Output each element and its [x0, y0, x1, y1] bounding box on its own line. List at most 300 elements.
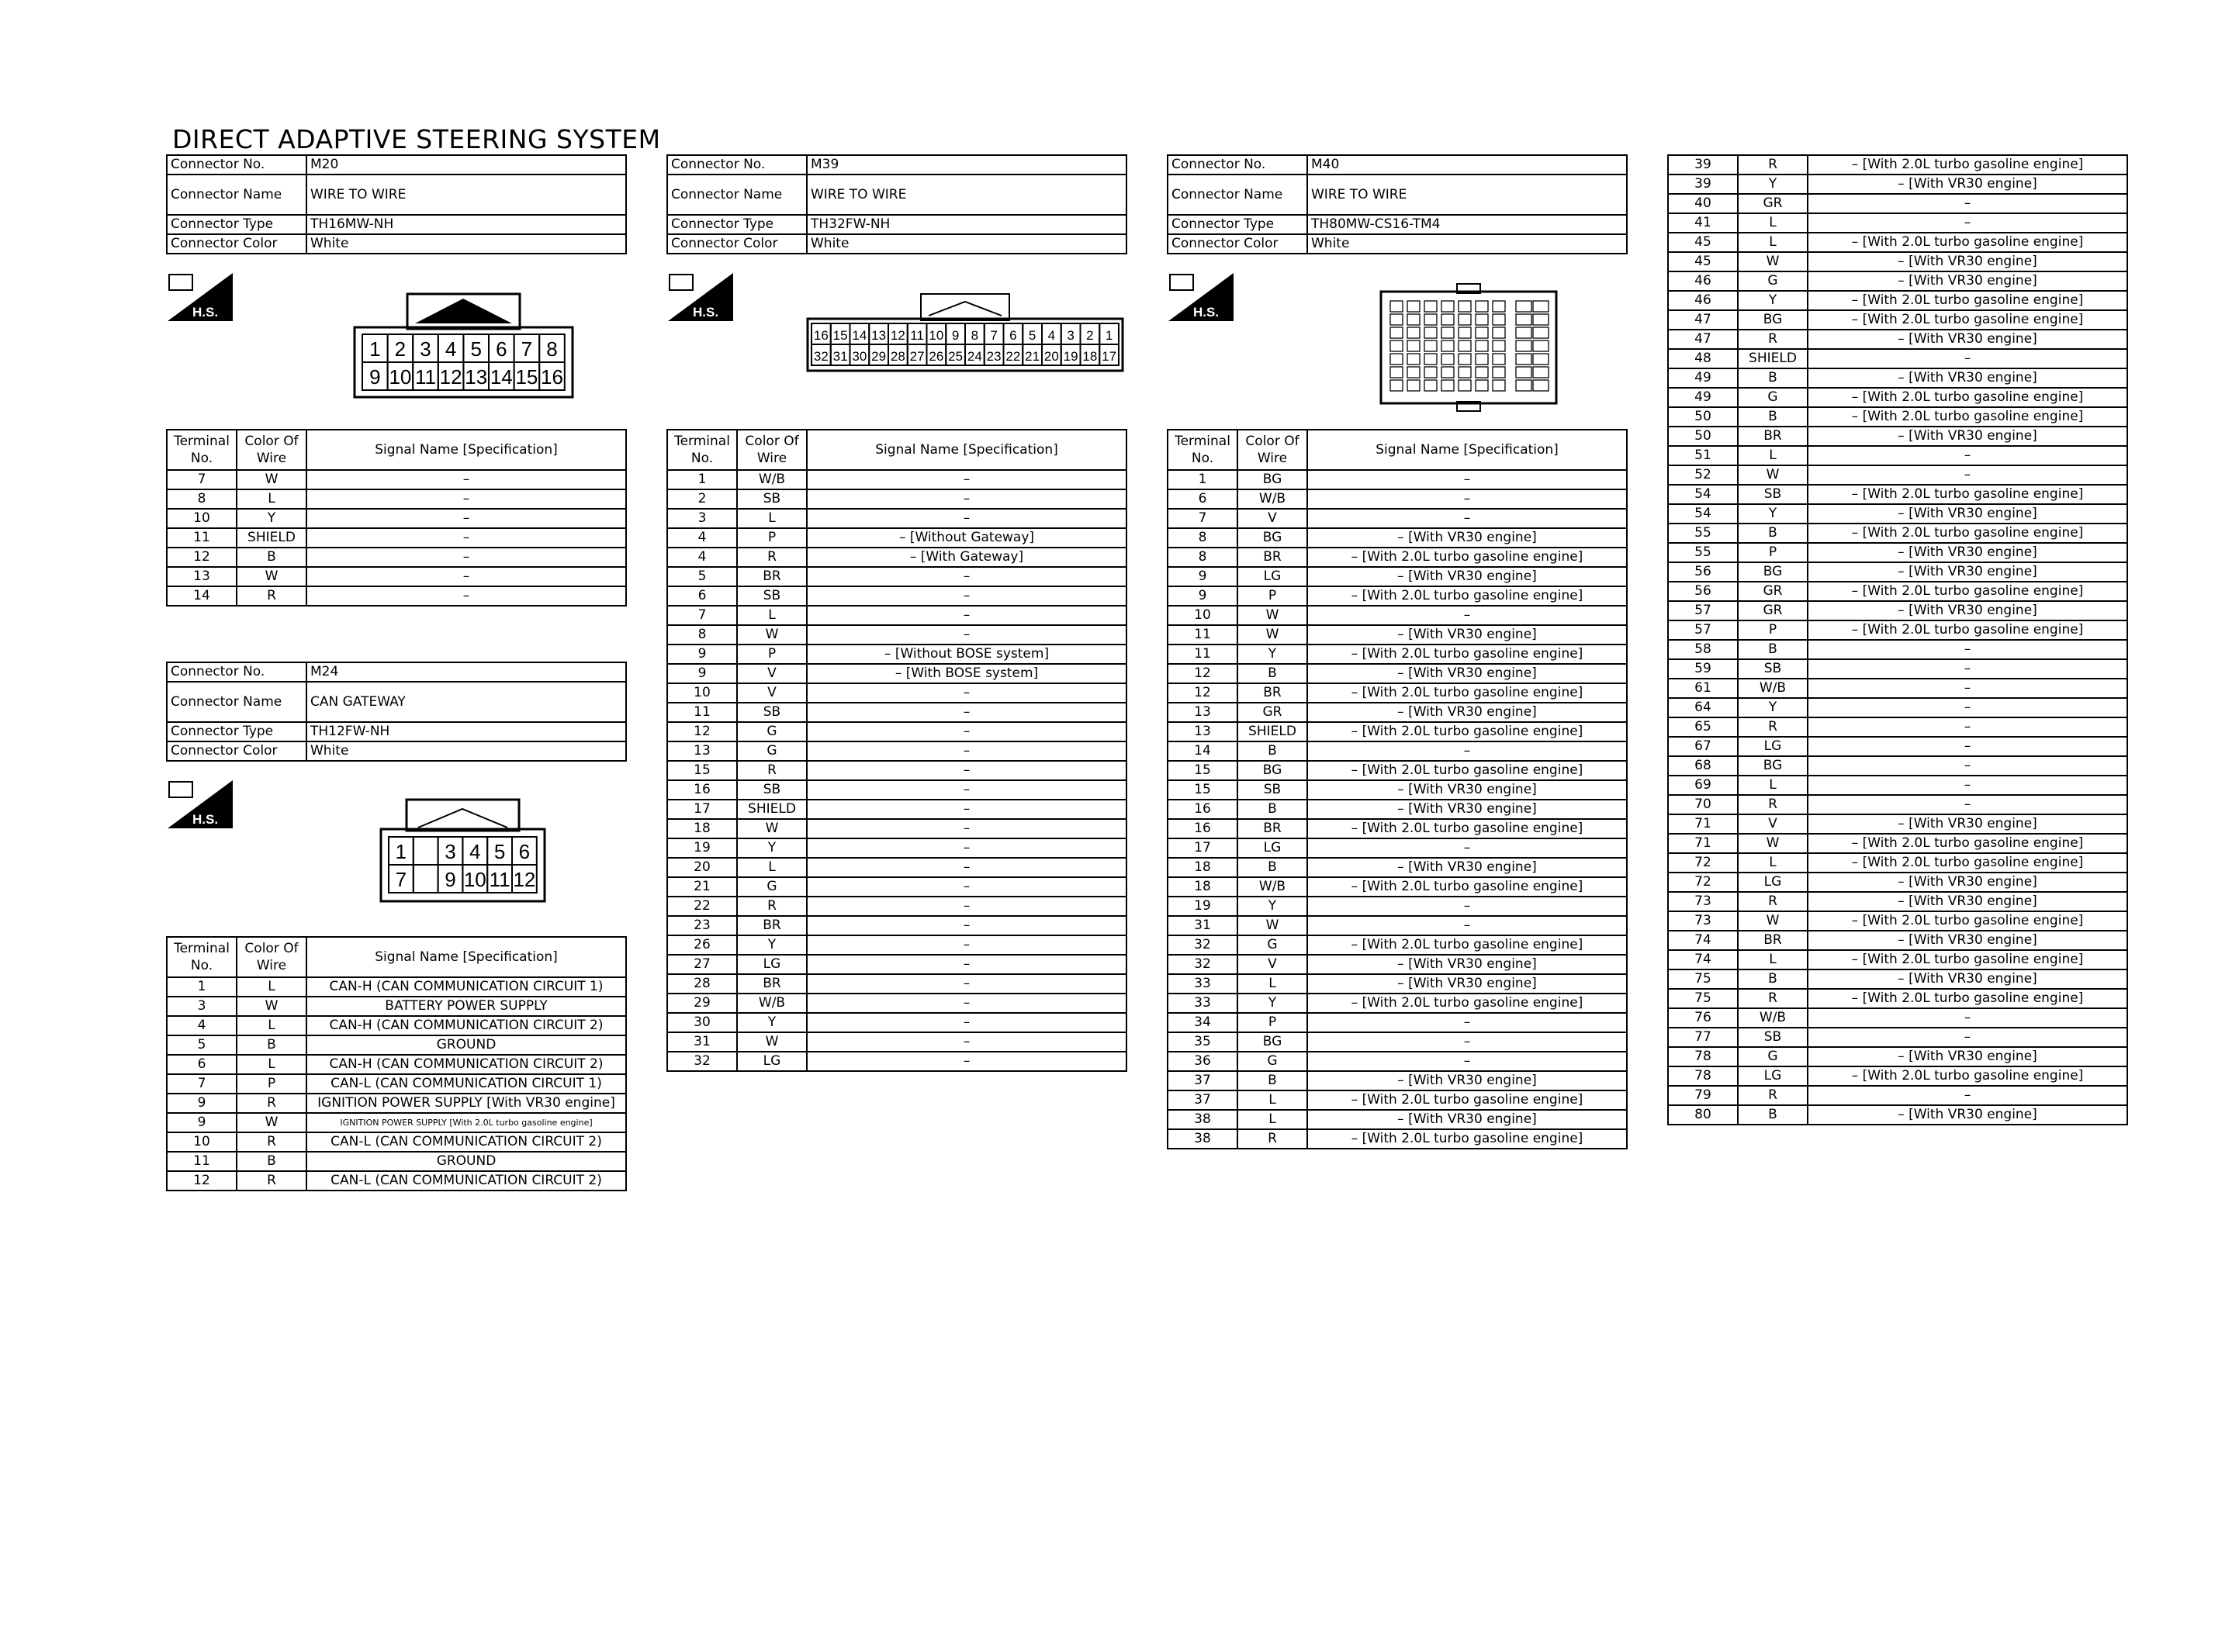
header-color-of-wire: Color Of Wire: [237, 937, 306, 977]
pin-cavity: [1516, 380, 1531, 391]
pin-cavity: [1459, 301, 1471, 312]
terminal-table-m24: [166, 936, 627, 1191]
table-row: [1668, 737, 2127, 756]
pin-number: 4: [445, 337, 457, 361]
terminal-no-cell: 68: [1668, 756, 1738, 776]
connector-color-value: White: [306, 234, 626, 254]
terminal-no-cell: 6: [167, 1055, 237, 1074]
table-row: [1668, 1066, 2127, 1086]
signal-name-cell: –: [306, 586, 626, 606]
table-row: [1668, 446, 2127, 465]
signal-name-cell: –: [306, 509, 626, 528]
connector-diagram-m20: [353, 292, 574, 399]
signal-name-cell: – [With VR30 engine]: [1307, 780, 1627, 800]
signal-name-cell: – [With VR30 engine]: [1307, 703, 1627, 722]
table-row: [1168, 683, 1627, 703]
terminal-no-cell: 57: [1668, 620, 1738, 640]
pin-number: 8: [546, 337, 558, 361]
wire-color-cell: P: [1738, 543, 1808, 562]
connector-type-value: TH16MW-NH: [306, 215, 626, 234]
signal-name-cell: –: [1808, 465, 2127, 485]
table-row: [1668, 1105, 2127, 1125]
wire-color-cell: SB: [1237, 780, 1307, 800]
label-connector-name: Connector Name: [667, 175, 807, 215]
pin-cavity: [1424, 354, 1437, 365]
wire-color-cell: G: [1237, 1052, 1307, 1071]
wire-color-cell: V: [1237, 955, 1307, 974]
signal-name-cell: –: [807, 916, 1126, 935]
terminal-no-cell: 55: [1668, 524, 1738, 543]
pin-number: 15: [515, 365, 538, 389]
table-row: [167, 548, 626, 567]
signal-name-cell: CAN-L (CAN COMMUNICATION CIRCUIT 1): [306, 1074, 626, 1094]
wire-color-cell: Y: [1738, 698, 1808, 717]
terminal-no-cell: 49: [1668, 368, 1738, 388]
pin-cavity: [1441, 314, 1454, 325]
wire-color-cell: V: [737, 683, 807, 703]
terminal-no-cell: 57: [1668, 601, 1738, 620]
terminal-no-cell: 32: [667, 1052, 737, 1071]
pin-cavity: [1424, 380, 1437, 391]
wire-color-cell: R: [737, 761, 807, 780]
wire-color-cell: L: [1738, 213, 1808, 233]
wire-color-cell: L: [237, 977, 306, 997]
pin-number: 2: [1086, 328, 1094, 344]
table-row: [167, 997, 626, 1016]
signal-name-cell: –: [807, 838, 1126, 858]
pin-cavity: [1476, 301, 1488, 312]
wire-color-cell: R: [1738, 989, 1808, 1008]
pin-number: 29: [871, 349, 887, 365]
table-row: [167, 1132, 626, 1152]
table-row: [1168, 897, 1627, 916]
pin-number: 10: [389, 365, 412, 389]
table-row: [667, 974, 1126, 994]
signal-name-cell: – [With VR30 engine]: [1808, 368, 2127, 388]
table-row: [1168, 1013, 1627, 1032]
signal-name-cell: –: [1808, 1028, 2127, 1047]
terminal-no-cell: 11: [167, 528, 237, 548]
signal-name-cell: – [With 2.0L turbo gasoline engine]: [1808, 407, 2127, 427]
signal-name-cell: –: [807, 897, 1126, 916]
signal-name-cell: CAN-H (CAN COMMUNICATION CIRCUIT 1): [306, 977, 626, 997]
connector-info-m24: [166, 662, 627, 762]
table-row: [1668, 407, 2127, 427]
wire-color-cell: P: [1237, 586, 1307, 606]
terminal-no-cell: 78: [1668, 1047, 1738, 1066]
terminal-no-cell: 8: [167, 489, 237, 509]
pin-cavity: [1533, 314, 1549, 325]
terminal-table-m40-continued: [1667, 154, 2128, 1125]
wire-color-cell: G: [737, 741, 807, 761]
terminal-no-cell: 8: [1168, 528, 1237, 548]
wire-color-cell: R: [737, 548, 807, 567]
connector-diagram-m39: [806, 292, 1124, 372]
terminal-no-cell: 56: [1668, 582, 1738, 601]
pin-cavity: [1441, 340, 1454, 351]
signal-name-cell: –: [1808, 737, 2127, 756]
signal-name-cell: – [With VR30 engine]: [1808, 427, 2127, 446]
signal-name-cell: – [With VR30 engine]: [1808, 1105, 2127, 1125]
signal-name-cell: –: [807, 877, 1126, 897]
wire-color-cell: Y: [1237, 994, 1307, 1013]
pin-number: 20: [1043, 349, 1059, 365]
table-row: [1668, 465, 2127, 485]
terminal-no-cell: 45: [1668, 233, 1738, 252]
header-signal-name: Signal Name [Specification]: [306, 430, 626, 470]
terminal-no-cell: 27: [667, 955, 737, 974]
pin-number: 10: [463, 868, 486, 892]
table-row: [1668, 504, 2127, 524]
label-connector-type: Connector Type: [167, 215, 306, 234]
wire-color-cell: L: [1738, 446, 1808, 465]
table-row: [1668, 756, 2127, 776]
signal-name-cell: – [With VR30 engine]: [1808, 543, 2127, 562]
signal-name-cell: – [With 2.0L turbo gasoline engine]: [1307, 722, 1627, 741]
pin-number: 9: [445, 868, 456, 892]
pin-cavity: [1516, 367, 1531, 378]
signal-name-cell: –: [807, 994, 1126, 1013]
signal-name-cell: –: [807, 761, 1126, 780]
pin-number: 13: [871, 328, 887, 344]
terminal-no-cell: 18: [1168, 858, 1237, 877]
pin-cavity: [1459, 380, 1471, 391]
pin-number: 31: [832, 349, 848, 365]
header-terminal-no: Terminal No.: [1168, 430, 1237, 470]
terminal-no-cell: 10: [1168, 606, 1237, 625]
wire-color-cell: BR: [737, 567, 807, 586]
terminal-no-cell: 12: [1168, 683, 1237, 703]
connector-name-value: WIRE TO WIRE: [1307, 175, 1627, 215]
table-row: [667, 703, 1126, 722]
signal-name-cell: –: [1808, 1008, 2127, 1028]
connector-no-value: M39: [807, 155, 1126, 175]
table-row: [1668, 931, 2127, 950]
table-row: [667, 994, 1126, 1013]
signal-name-cell: –: [807, 606, 1126, 625]
terminal-no-cell: 14: [167, 586, 237, 606]
terminal-no-cell: 79: [1668, 1086, 1738, 1105]
table-row: [1168, 741, 1627, 761]
terminal-no-cell: 38: [1168, 1129, 1237, 1149]
signal-name-cell: –: [1307, 489, 1627, 509]
pin-cavity: [1493, 327, 1505, 338]
connector-no-value: M40: [1307, 155, 1627, 175]
pin-number: 15: [832, 328, 848, 344]
signal-name-cell: – [With VR30 engine]: [1808, 562, 2127, 582]
table-row: [667, 858, 1126, 877]
signal-name-cell: – [With 2.0L turbo gasoline engine]: [1307, 645, 1627, 664]
signal-name-cell: – [With VR30 engine]: [1808, 330, 2127, 349]
terminal-no-cell: 32: [1168, 935, 1237, 955]
terminal-no-cell: 9: [1168, 567, 1237, 586]
terminal-no-cell: 51: [1668, 446, 1738, 465]
wire-color-cell: W/B: [1738, 1008, 1808, 1028]
signal-name-cell: – [With 2.0L turbo gasoline engine]: [1307, 1090, 1627, 1110]
signal-name-cell: – [With VR30 engine]: [1808, 873, 2127, 892]
signal-name-cell: CAN-H (CAN COMMUNICATION CIRCUIT 2): [306, 1016, 626, 1035]
table-row: [1668, 194, 2127, 213]
pin-number: 16: [813, 328, 829, 344]
connector-no-value: M24: [306, 662, 626, 682]
header-terminal-no: Terminal No.: [167, 937, 237, 977]
signal-name-cell: –: [807, 1032, 1126, 1052]
signal-name-cell: –: [807, 683, 1126, 703]
wire-color-cell: BR: [737, 916, 807, 935]
terminal-no-cell: 19: [1168, 897, 1237, 916]
signal-name-cell: – [With 2.0L turbo gasoline engine]: [1808, 291, 2127, 310]
terminal-no-cell: 78: [1668, 1066, 1738, 1086]
pin-cavity: [1424, 367, 1437, 378]
terminal-no-cell: 7: [667, 606, 737, 625]
wire-color-cell: BR: [1738, 427, 1808, 446]
pin-number: 3: [1067, 328, 1075, 344]
pin-cavity: [1533, 327, 1549, 338]
label-connector-color: Connector Color: [167, 234, 306, 254]
pin-cavity: [1533, 340, 1549, 351]
connector-color-value: White: [306, 741, 626, 761]
signal-name-cell: – [With VR30 engine]: [1808, 271, 2127, 291]
signal-name-cell: –: [1307, 838, 1627, 858]
pin-number: 14: [852, 328, 867, 344]
table-row: [167, 1035, 626, 1055]
wire-color-cell: V: [1237, 509, 1307, 528]
terminal-no-cell: 3: [167, 997, 237, 1016]
signal-name-cell: –: [807, 489, 1126, 509]
table-row: [1668, 485, 2127, 504]
table-row: [1168, 819, 1627, 838]
wire-color-cell: GR: [1738, 601, 1808, 620]
header-color-of-wire: Color Of Wire: [737, 430, 807, 470]
signal-name-cell: –: [807, 470, 1126, 489]
pin-cavity: [1476, 314, 1488, 325]
wire-color-cell: BG: [1738, 562, 1808, 582]
wire-color-cell: LG: [737, 955, 807, 974]
terminal-no-cell: 13: [1168, 722, 1237, 741]
terminal-rows-m39: [667, 470, 1126, 1071]
pin-number: 10: [929, 328, 944, 344]
wire-color-cell: W: [737, 1032, 807, 1052]
wire-color-cell: SHIELD: [1738, 349, 1808, 368]
wire-color-cell: SHIELD: [1237, 722, 1307, 741]
terminal-no-cell: 67: [1668, 737, 1738, 756]
connector-type-value: TH32FW-NH: [807, 215, 1126, 234]
pin-cavity: [1407, 367, 1420, 378]
wire-color-cell: B: [237, 1152, 306, 1171]
column-m39: [666, 154, 1127, 254]
pin-cavity: [1493, 354, 1505, 365]
signal-name-cell: – [With 2.0L turbo gasoline engine]: [1307, 1129, 1627, 1149]
connector-no-value: M20: [306, 155, 626, 175]
terminal-no-cell: 7: [167, 1074, 237, 1094]
terminal-table-m39: [666, 429, 1127, 1072]
pin-cavity: [1390, 301, 1403, 312]
pin-cavity: [1407, 340, 1420, 351]
pin-cavity: [1424, 301, 1437, 312]
pin-number: 32: [813, 349, 829, 365]
terminal-no-cell: 10: [667, 683, 737, 703]
table-row: [667, 935, 1126, 955]
terminal-no-cell: 32: [1168, 955, 1237, 974]
terminal-no-cell: 11: [167, 1152, 237, 1171]
signal-name-cell: – [Without BOSE system]: [807, 645, 1126, 664]
wire-color-cell: BR: [1237, 819, 1307, 838]
wire-color-cell: G: [1738, 271, 1808, 291]
signal-name-cell: –: [1307, 1052, 1627, 1071]
table-row: [667, 664, 1126, 683]
wire-color-cell: R: [1738, 330, 1808, 349]
pin-number: 30: [852, 349, 867, 365]
pin-cavity: [1516, 340, 1531, 351]
pin-number: 23: [986, 349, 1002, 365]
signal-name-cell: –: [1307, 1032, 1627, 1052]
signal-name-cell: – [With VR30 engine]: [1808, 969, 2127, 989]
terminal-no-cell: 77: [1668, 1028, 1738, 1047]
terminal-no-cell: 16: [667, 780, 737, 800]
label-connector-name: Connector Name: [1168, 175, 1307, 215]
pin-number: 2: [394, 337, 407, 361]
signal-name-cell: CAN-L (CAN COMMUNICATION CIRCUIT 2): [306, 1132, 626, 1152]
wire-color-cell: G: [1738, 1047, 1808, 1066]
wire-color-cell: SB: [737, 780, 807, 800]
signal-name-cell: –: [807, 1013, 1126, 1032]
signal-name-cell: –: [807, 509, 1126, 528]
connector-pins-m20: [362, 334, 565, 390]
terminal-no-cell: 19: [667, 838, 737, 858]
table-row: [1168, 489, 1627, 509]
table-row: [167, 1055, 626, 1074]
table-row: [1668, 620, 2127, 640]
header-signal-name: Signal Name [Specification]: [306, 937, 626, 977]
pin-cavity: [1441, 354, 1454, 365]
terminal-no-cell: 13: [667, 741, 737, 761]
terminal-no-cell: 5: [167, 1035, 237, 1055]
terminal-rows-m20: [167, 470, 626, 606]
pin-cavity: [1476, 367, 1488, 378]
table-row: [167, 567, 626, 586]
table-row: [1668, 1028, 2127, 1047]
signal-name-cell: – [With 2.0L turbo gasoline engine]: [1307, 935, 1627, 955]
table-row: [1668, 252, 2127, 271]
header-terminal-no: Terminal No.: [667, 430, 737, 470]
signal-name-cell: – [With 2.0L turbo gasoline engine]: [1808, 310, 2127, 330]
connector-pins-m24: [389, 837, 537, 893]
table-row: [1668, 524, 2127, 543]
wire-color-cell: B: [1237, 1071, 1307, 1090]
pin-cavity: [1476, 340, 1488, 351]
wire-color-cell: R: [237, 1132, 306, 1152]
terminal-no-cell: 76: [1668, 1008, 1738, 1028]
terminal-no-cell: 64: [1668, 698, 1738, 717]
table-row: [1168, 586, 1627, 606]
table-row: [1168, 664, 1627, 683]
pin-number: 21: [1025, 349, 1040, 365]
terminal-table-m40-wrap: [1167, 429, 1628, 1149]
pin-number: 3: [420, 337, 431, 361]
pin-cavity: [1459, 367, 1471, 378]
terminal-no-cell: 3: [667, 509, 737, 528]
terminal-no-cell: 50: [1668, 407, 1738, 427]
pin-number: 3: [445, 840, 456, 864]
terminal-no-cell: 58: [1668, 640, 1738, 659]
wire-color-cell: W: [1738, 834, 1808, 853]
table-row: [1168, 703, 1627, 722]
table-row: [1668, 834, 2127, 853]
label-connector-color: Connector Color: [167, 741, 306, 761]
harness-side-icon: [168, 273, 233, 321]
table-row: [1668, 969, 2127, 989]
terminal-no-cell: 10: [167, 509, 237, 528]
pin-number: 28: [890, 349, 905, 365]
signal-name-cell: –: [306, 528, 626, 548]
connector-diagram-m40: [1379, 282, 1558, 413]
table-row: [1168, 567, 1627, 586]
terminal-no-cell: 4: [667, 548, 737, 567]
signal-name-cell: – [With VR30 engine]: [1307, 800, 1627, 819]
wire-color-cell: SB: [1738, 659, 1808, 679]
pin-cavity: [1516, 354, 1531, 365]
table-row: [1668, 271, 2127, 291]
table-row: [1168, 1071, 1627, 1090]
table-row: [667, 548, 1126, 567]
signal-name-cell: –: [807, 974, 1126, 994]
wire-color-cell: L: [1738, 233, 1808, 252]
terminal-no-cell: 52: [1668, 465, 1738, 485]
signal-name-cell: –: [306, 470, 626, 489]
table-row: [1668, 601, 2127, 620]
table-row: [1168, 994, 1627, 1013]
connector-info-m39: [666, 154, 1127, 254]
table-row: [667, 955, 1126, 974]
signal-name-cell: – [With 2.0L turbo gasoline engine]: [1808, 620, 2127, 640]
signal-name-cell: – [With VR30 engine]: [1808, 504, 2127, 524]
table-row: [667, 625, 1126, 645]
wire-color-cell: GR: [1237, 703, 1307, 722]
wire-color-cell: Y: [1237, 897, 1307, 916]
wire-color-cell: B: [1237, 800, 1307, 819]
table-row: [1668, 911, 2127, 931]
wire-color-cell: BR: [1738, 931, 1808, 950]
signal-name-cell: – [With VR30 engine]: [1307, 567, 1627, 586]
pin-number: 1: [395, 840, 407, 864]
wire-color-cell: SHIELD: [237, 528, 306, 548]
table-row: [1668, 543, 2127, 562]
wire-color-cell: LG: [1237, 567, 1307, 586]
pin-number: 5: [470, 337, 482, 361]
signal-name-cell: – [With VR30 engine]: [1307, 625, 1627, 645]
signal-name-cell: –: [807, 625, 1126, 645]
wire-color-cell: BG: [1237, 470, 1307, 489]
terminal-no-cell: 31: [1168, 916, 1237, 935]
table-row: [167, 489, 626, 509]
table-row: [1168, 470, 1627, 489]
terminal-no-cell: 35: [1168, 1032, 1237, 1052]
table-row: [1168, 528, 1627, 548]
wire-color-cell: SB: [1738, 485, 1808, 504]
wire-color-cell: L: [1738, 950, 1808, 969]
wire-color-cell: BR: [1237, 683, 1307, 703]
wire-color-cell: L: [1738, 776, 1808, 795]
terminal-no-cell: 37: [1168, 1071, 1237, 1090]
terminal-no-cell: 46: [1668, 291, 1738, 310]
signal-name-cell: –: [1808, 446, 2127, 465]
terminal-no-cell: 31: [667, 1032, 737, 1052]
signal-name-cell: –: [1808, 698, 2127, 717]
terminal-no-cell: 55: [1668, 543, 1738, 562]
table-row: [667, 606, 1126, 625]
wire-color-cell: BG: [1237, 1032, 1307, 1052]
wire-color-cell: L: [1237, 974, 1307, 994]
